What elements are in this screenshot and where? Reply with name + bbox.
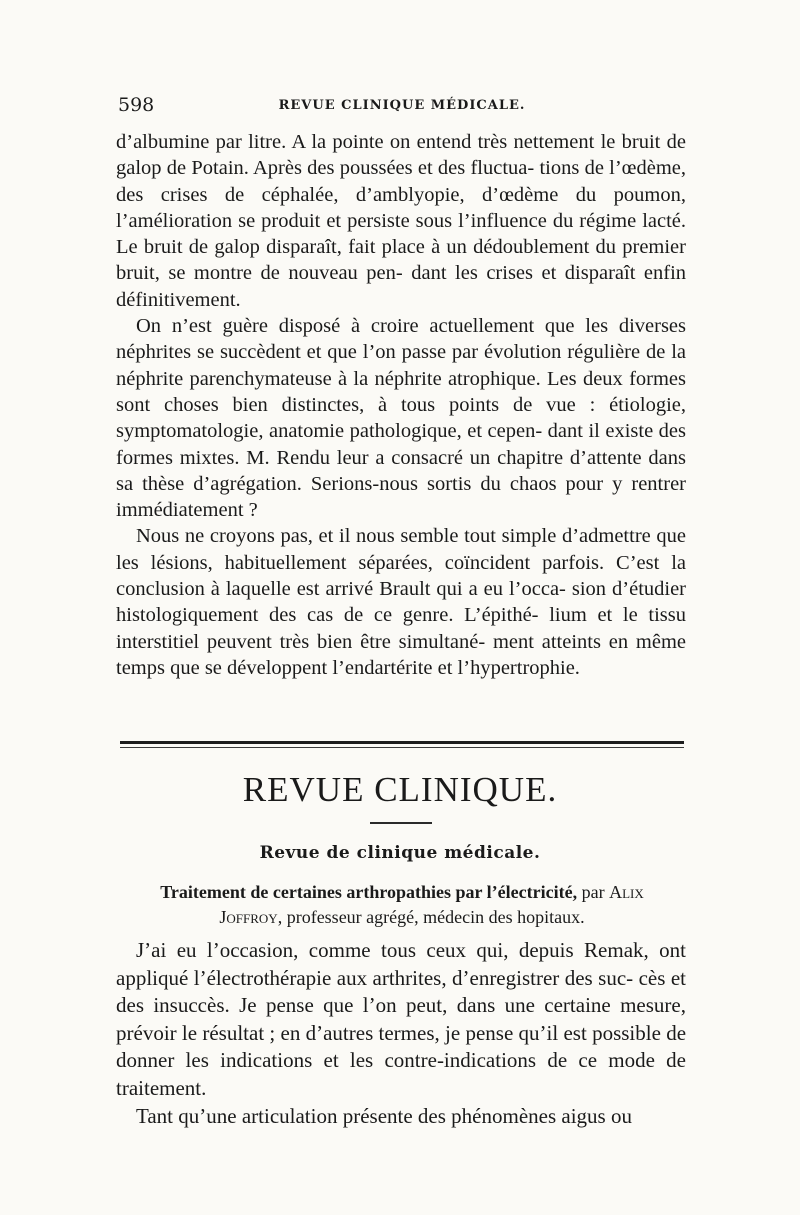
text-line: C’est la conclusion à laquelle est arrivé Brault qui a eu l’occa- <box>116 551 686 601</box>
text-line: On n’est guère disposé à croire actuellement que les diverses <box>136 315 686 338</box>
section-title: REVUE CLINIQUE. <box>242 770 558 809</box>
text-line: est possible de donner les indications et les contre-indications <box>116 1020 687 1073</box>
text-line: ment atteints en même temps que se développent l’endartérite <box>116 630 687 679</box>
text-line: mesure, prévoir le résultat ; en d’autres termes, je pense qu’il <box>116 993 686 1045</box>
text-line: de ce mode de traitement. <box>116 1048 687 1100</box>
text-line: sortis du chaos pour y rentrer immédiatement ? <box>116 472 687 522</box>
text-line: tions de l’œdème, des crises de céphalée, d’amblyopie, d’œdème <box>116 157 687 206</box>
text-line: de la néphrite parenchymateuse à la néphrite atrophique. Les <box>116 341 686 390</box>
text-line: le bruit de galop de Potain. Après des poussées et des fluctua- <box>116 131 686 180</box>
author-last-name: Joffroy <box>219 907 278 927</box>
article-title: Traitement de certaines arthropathies par l’électricité, <box>160 882 578 902</box>
journal-title: REVUE CLINIQUE MÉDICALE. <box>278 98 526 113</box>
section-divider-thick <box>120 741 684 744</box>
running-head <box>118 94 686 118</box>
text-line: étiologie, symptomatologie, anatomie pathologique, et cepen- <box>116 393 686 443</box>
article-by: par <box>577 882 610 902</box>
article-heading <box>120 880 684 930</box>
body-text-bottom <box>116 937 686 1130</box>
text-line: dédoublement du premier bruit, se montre de nouveau pen- <box>116 236 686 285</box>
text-line: dant les crises et disparaît enfin définitivement. <box>116 262 687 311</box>
text-line: néphrites se succèdent et que l’on passe par évolution régulière <box>116 341 641 364</box>
text-line: et l’hypertrophie. <box>437 656 580 679</box>
text-line: Nous ne croyons pas, et il nous semble tout simple d’admettre <box>136 525 651 548</box>
section-divider-thin <box>120 747 684 748</box>
text-line: appliqué l’électrothérapie aux arthrites, d’enregistrer des suc- <box>116 965 634 990</box>
text-line: J’ai eu l’occasion, comme tous ceux qui, depuis Remak, ont <box>136 938 686 962</box>
text-line: lium et le tissu interstitiel peuvent très bien être simultané- <box>116 604 686 653</box>
text-line: Tant qu’une articulation présente des phénomènes aigus ou <box>136 1103 632 1128</box>
text-line: d’albumine par litre. A la pointe on entend très nettement <box>116 131 595 153</box>
text-line: du poumon, l’amélioration se produit et persiste sous l’influence <box>116 183 686 232</box>
text-line: deux formes sont choses bien distinctes, à tous points de vue : <box>116 367 687 416</box>
author-affiliation: , professeur agrégé, médecin des hopitaux. <box>277 907 585 927</box>
text-line: que les lésions, habituellement séparées, coïncident parfois. <box>116 525 687 574</box>
text-line: dant il existe des formes mixtes. M. Rendu leur a consacré un <box>116 420 686 469</box>
text-line: chapitre d’attente dans sa thèse d’agrégation. Serions-nous <box>116 446 686 495</box>
top-paragraph <box>116 313 686 523</box>
text-line: cès et des insuccès. Je pense que l’on peut, dans une certaine <box>116 965 686 1018</box>
bottom-paragraph <box>116 937 686 1103</box>
author-first-name: Alix <box>609 882 644 902</box>
body-text-top <box>116 129 686 681</box>
section-ornament-rule <box>370 822 432 824</box>
bottom-paragraph <box>116 1103 686 1131</box>
text-line: sion d’étudier histologiquement des cas de ce genre. L’épithé- <box>116 578 687 627</box>
text-line: du régime lacté. Le bruit de galop disparaît, fait place à un <box>116 209 687 259</box>
top-paragraph <box>116 129 686 313</box>
page-number: 598 <box>118 94 155 116</box>
subsection-title: Revue de clinique médicale. <box>259 843 541 863</box>
top-paragraph <box>116 523 686 681</box>
